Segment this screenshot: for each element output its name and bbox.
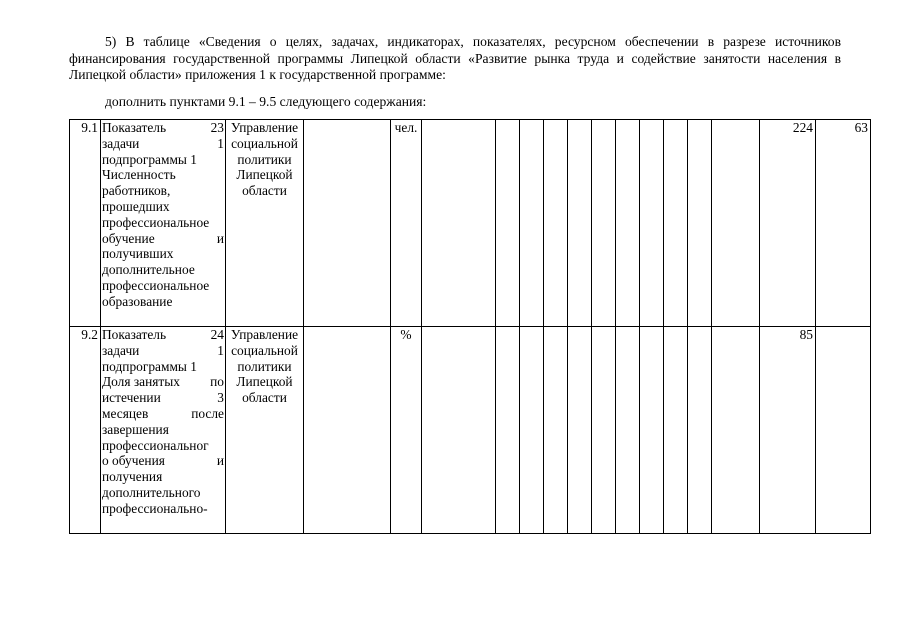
indicator-line: прошедших	[102, 198, 170, 214]
executor-line: социальной	[231, 342, 298, 358]
executor-line: политики	[237, 358, 292, 374]
indicator-line: истечении 3	[102, 390, 224, 406]
executor-cell	[226, 327, 304, 534]
empty-cell	[422, 327, 496, 534]
indicator-line: подпрограммы 1	[102, 151, 197, 167]
indicator-line: получения	[102, 469, 163, 485]
indicator-line: дополнительное	[102, 262, 195, 278]
empty-cell	[640, 327, 664, 534]
indicator-line: задачи 1	[102, 135, 224, 151]
empty-cell	[616, 327, 640, 534]
indicator-line: профессиональное	[102, 214, 210, 230]
indicators-table	[69, 119, 871, 534]
unit-cell: %	[391, 327, 422, 534]
empty-cell	[712, 120, 760, 327]
empty-cell	[544, 327, 568, 534]
value-cell: 85	[760, 327, 816, 534]
empty-cell	[688, 327, 712, 534]
empty-cell	[592, 327, 616, 534]
empty-cell	[496, 327, 520, 534]
empty-cell	[520, 120, 544, 327]
indicator-line: профессиональное	[102, 277, 210, 293]
addition-note: дополнить пунктами 9.1 – 9.5 следующего содержания:	[105, 94, 427, 109]
empty-cell	[304, 327, 391, 534]
empty-cell	[544, 120, 568, 327]
table-row	[70, 327, 871, 534]
indicator-line: получивших	[102, 246, 174, 262]
table-row	[70, 120, 871, 327]
empty-cell	[688, 120, 712, 327]
indicator-cell	[101, 120, 226, 327]
indicator-line: профессиональног	[102, 437, 209, 453]
empty-cell	[640, 120, 664, 327]
value-cell: 224	[760, 120, 816, 327]
indicator-line: Показатель 24	[102, 327, 224, 342]
indicator-line: завершения	[102, 421, 169, 437]
row-number-cell: 9.2	[70, 327, 101, 534]
unit-cell: чел.	[391, 120, 422, 327]
executor-line: Липецкой	[236, 374, 293, 390]
indicator-line: о обучения и	[102, 453, 224, 469]
executor-line: Управление	[230, 120, 299, 135]
indicator-line: Доля занятых по	[102, 374, 224, 390]
indicator-line: дополнительного	[102, 484, 201, 500]
value-cell: 63	[816, 120, 871, 327]
indicator-line: Показатель 23	[102, 120, 224, 135]
intro-paragraph: 5) В таблице «Сведения о целях, задачах, индикаторах, показателях, ресурсном обеспечении в разрезе источников финансирования государственной программы Липецкой области «Развитие рынка труда и содействие занятости населения в Липецкой области» приложения 1 к государственной программе:	[69, 34, 841, 82]
executor-line: политики	[237, 151, 292, 167]
indicator-line: месяцев после	[102, 405, 224, 421]
executor-line: области	[242, 390, 287, 406]
indicator-line: обучение и	[102, 230, 224, 246]
empty-cell	[496, 120, 520, 327]
indicator-line: подпрограммы 1	[102, 358, 197, 374]
empty-cell	[616, 120, 640, 327]
empty-cell	[592, 120, 616, 327]
empty-cell	[568, 120, 592, 327]
empty-cell	[664, 327, 688, 534]
empty-cell	[568, 327, 592, 534]
executor-line: Липецкой	[236, 167, 293, 183]
executor-line: области	[242, 183, 287, 199]
indicator-cell	[101, 327, 226, 534]
value-cell	[816, 327, 871, 534]
indicator-line: образование	[102, 293, 173, 309]
empty-cell	[422, 120, 496, 327]
empty-cell	[304, 120, 391, 327]
executor-line: Управление	[230, 327, 299, 342]
executor-cell	[226, 120, 304, 327]
indicator-line: Численность	[102, 167, 176, 183]
row-number-cell: 9.1	[70, 120, 101, 327]
empty-cell	[520, 327, 544, 534]
executor-line: социальной	[231, 135, 298, 151]
indicator-line: задачи 1	[102, 342, 224, 358]
empty-cell	[712, 327, 760, 534]
empty-cell	[664, 120, 688, 327]
indicator-line: работников,	[102, 183, 171, 199]
indicator-line: профессионально-	[102, 500, 208, 516]
